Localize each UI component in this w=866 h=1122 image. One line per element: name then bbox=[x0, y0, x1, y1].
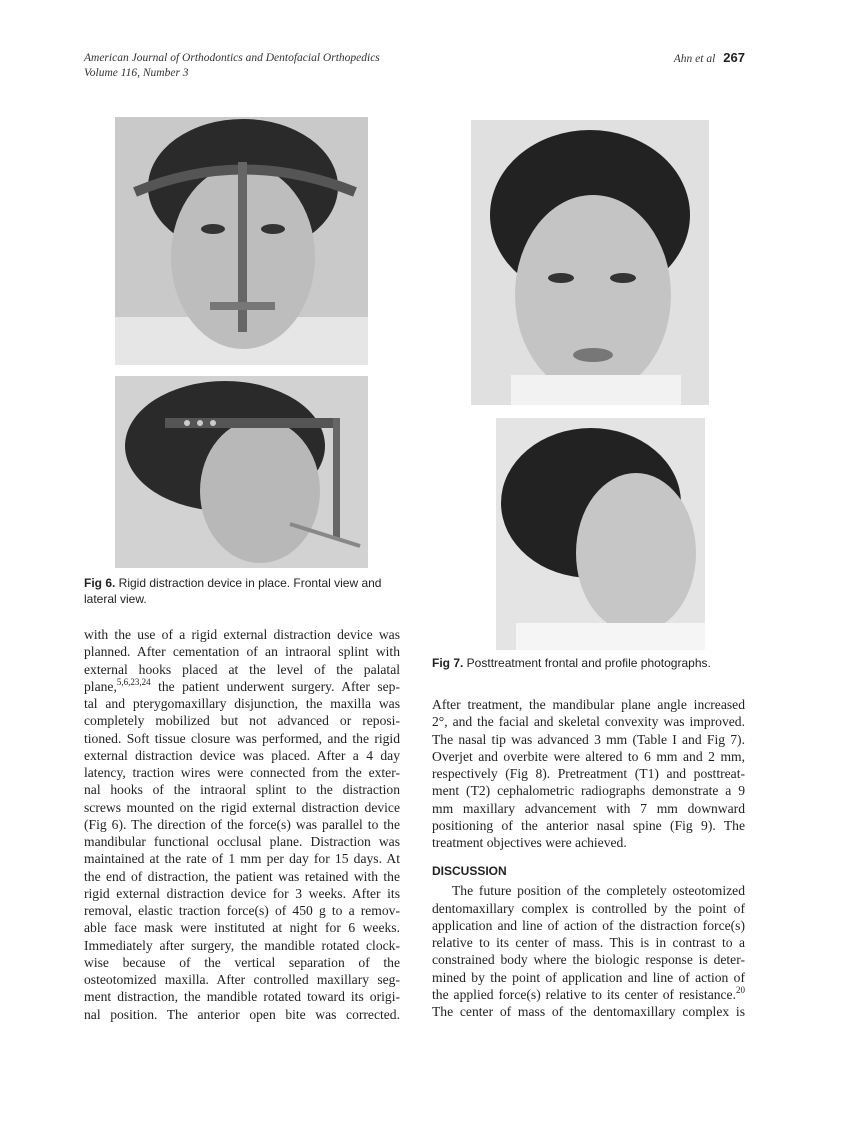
fig6-lateral-photo bbox=[115, 376, 368, 568]
page-number: 267 bbox=[723, 50, 745, 65]
authors: Ahn et al bbox=[673, 53, 716, 65]
text-line: external hooks placed at the level of the palatal bbox=[84, 661, 400, 677]
text-line: ment distraction, the mandible rotated toward its origi- bbox=[84, 989, 400, 1005]
text-line: 2°, and the facial and skeletal convexity was improved. bbox=[432, 714, 745, 730]
text-line: The future position of the completely osteotomized bbox=[452, 883, 745, 899]
section-heading-discussion: DISCUSSION bbox=[432, 864, 507, 879]
left-column-text bbox=[84, 626, 400, 1023]
fig6-label: Fig 6. bbox=[84, 576, 116, 590]
text-line: external distraction device was placed. After a 4 day bbox=[84, 747, 400, 763]
text-line: (Fig 6). The direction of the force(s) was parallel to the bbox=[84, 816, 400, 832]
text-line: rigid external distraction device for 3 weeks. After its bbox=[84, 885, 400, 901]
text-fragment: mined by the point of application and line of action of bbox=[432, 969, 745, 985]
text-line: ment (T2) cephalometric radiographs demonstrate a 9 bbox=[432, 783, 745, 799]
text-fragment: the applied force(s) relative to its center of resistance. bbox=[432, 986, 736, 1002]
text-line: After treatment, the mandibular plane angle increased bbox=[432, 697, 745, 712]
text-line: screws mounted on the rigid external distraction device bbox=[84, 799, 400, 815]
fig6-frontal-photo bbox=[115, 117, 368, 365]
text-line bbox=[84, 678, 400, 695]
text-line: maintained at the rate of 1 mm per day for 15 days. At bbox=[84, 851, 400, 867]
fig7-caption-text: Posttreatment frontal and profile photographs. bbox=[463, 656, 711, 670]
text-fragment: the patient underwent surgery. After sep- bbox=[150, 678, 400, 694]
text-line bbox=[432, 969, 745, 986]
fig7-profile-photo bbox=[496, 418, 705, 650]
text-line: tioned. Soft tissue closure was performed, and the rigid bbox=[84, 730, 400, 746]
fig6-caption-text: Rigid distraction device in place. Frontal view and lateral view. bbox=[84, 576, 382, 606]
text-line: mm maxillary advancement with 7 mm downward bbox=[432, 800, 745, 816]
text-line: latency, traction wires were connected from the exter- bbox=[84, 765, 400, 780]
text-line: the end of distraction, the patient was retained with the bbox=[84, 868, 400, 884]
citation-superscript: 20 bbox=[736, 984, 745, 995]
text-line: dentomaxillary complex is controlled by the point of bbox=[432, 900, 745, 916]
text-line: treatment objectives were achieved. bbox=[432, 835, 627, 850]
text-line: Immediately after surgery, the mandible rotated clock- bbox=[84, 937, 400, 953]
text-line: wise because of the vertical separation of the bbox=[84, 954, 400, 970]
text-line: able face mask were instituted at night for 6 weeks. bbox=[84, 920, 400, 936]
text-line bbox=[432, 986, 745, 1003]
text-line: constrained body where the biologic response is deter- bbox=[432, 952, 745, 968]
right-column-text bbox=[432, 696, 745, 1020]
running-header-left bbox=[84, 51, 380, 81]
citation-superscript: 5,6,23,24 bbox=[116, 676, 151, 687]
text-fragment: plane, bbox=[84, 678, 117, 694]
text-line: positioning of the anterior nasal spine (Fig 9). The bbox=[432, 817, 745, 833]
text-line: osteotomized maxilla. After controlled maxillary seg- bbox=[84, 972, 400, 987]
fig6-caption bbox=[84, 575, 400, 607]
text-line: mandibular functional occlusal plane. Distraction was bbox=[84, 834, 400, 849]
fig7-label: Fig 7. bbox=[432, 656, 464, 670]
text-line: respectively (Fig 8). Pretreatment (T1) and posttreat- bbox=[432, 766, 745, 781]
text-line: The nasal tip was advanced 3 mm (Table I and Fig 7). bbox=[432, 731, 745, 747]
text-line: planned. After cementation of an intraoral splint with bbox=[84, 644, 400, 660]
text-line: nal hooks of the intraoral splint to the distraction bbox=[84, 782, 400, 798]
fig7-caption bbox=[432, 655, 762, 671]
text-line: nal position. The anterior open bite was corrected. bbox=[84, 1006, 400, 1022]
journal-volume: Volume 116, Number 3 bbox=[84, 67, 189, 79]
text-line: application and line of action of the distraction force(s) bbox=[432, 917, 745, 933]
text-line: removal, elastic traction force(s) of 450 g to a remov- bbox=[84, 903, 400, 918]
text-line: relative to its center of mass. This is in contrast to a bbox=[432, 935, 745, 950]
text-line: The center of mass of the dentomaxillary complex is bbox=[432, 1004, 745, 1019]
text-line: completely mobilized but not advanced or reposi- bbox=[84, 713, 400, 729]
fig7-frontal-photo bbox=[471, 120, 709, 405]
running-header-right bbox=[674, 50, 745, 67]
text-line: Overjet and overbite were altered to 6 mm and 2 mm, bbox=[432, 748, 745, 764]
text-line: with the use of a rigid external distraction device was bbox=[84, 627, 400, 642]
journal-title: American Journal of Orthodontics and Dentofacial Orthopedics bbox=[84, 52, 380, 64]
text-line: tal and pterygomaxillary disjunction, the maxilla was bbox=[84, 696, 400, 711]
